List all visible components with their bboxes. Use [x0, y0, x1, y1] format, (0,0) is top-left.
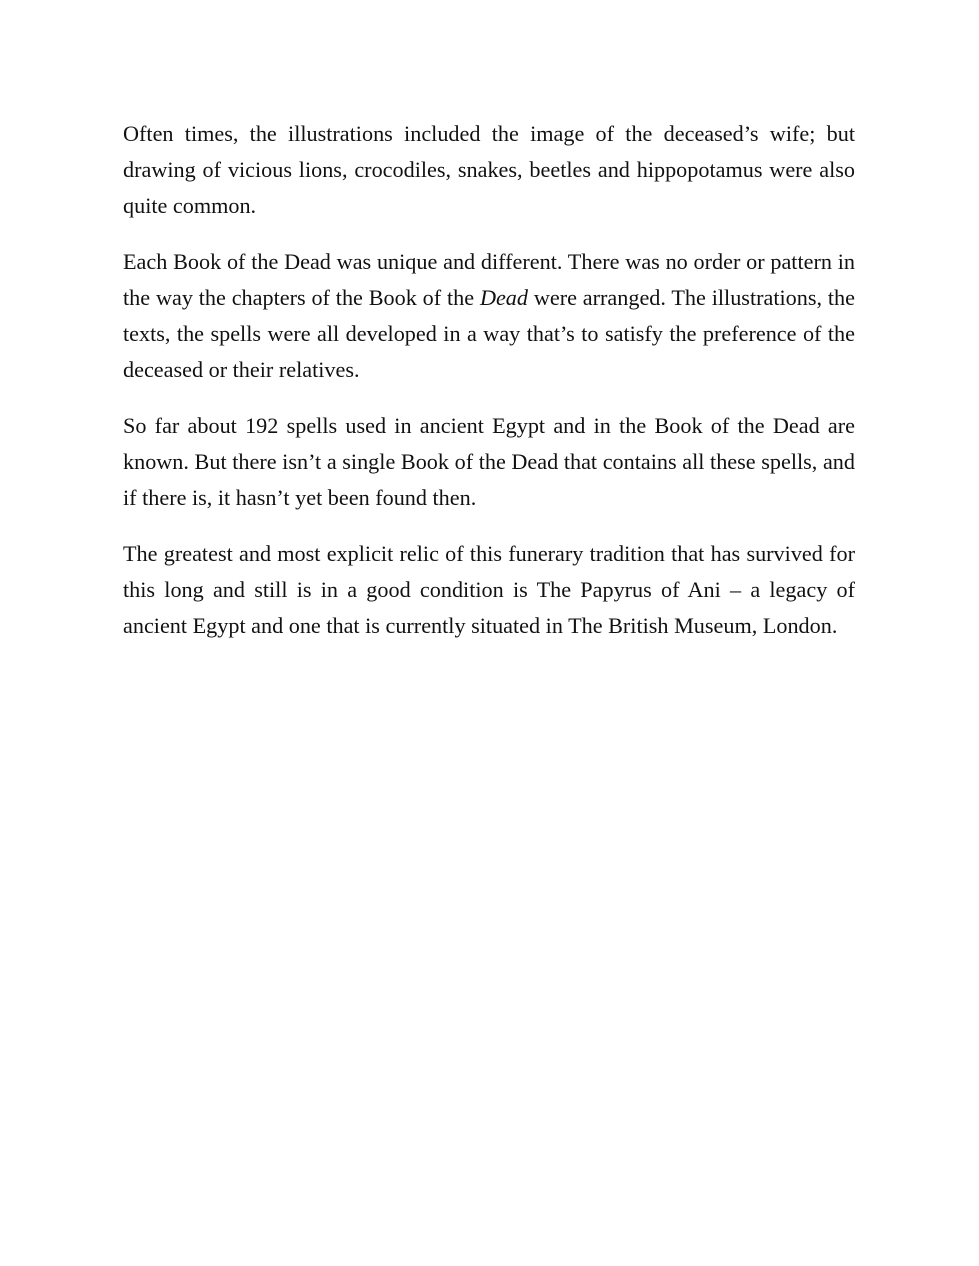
- document-body: [123, 116, 855, 664]
- paragraph-papyrus-of-ani: The greatest and most explicit relic of this funerary tradition that has survived for this long and still is in a good condition is The Papyrus of Ani – a legacy of ancient Egypt and one that is currently situated in The British Museum, London.: [123, 541, 855, 638]
- paragraph-text-segment: Each Book of the Dead was unique and different. There was no order or pattern in the way the chapters of the Book of the: [123, 249, 855, 310]
- paragraph-illustrations: Often times, the illustrations included the image of the deceased’s wife; but drawing of vicious lions, crocodiles, snakes, beetles and hippopotamus were also quite common.: [123, 121, 855, 218]
- paragraph-uniqueness: [123, 244, 855, 388]
- paragraph-spells: So far about 192 spells used in ancient Egypt and in the Book of the Dead are known. But there isn’t a single Book of the Dead that contains all these spells, and if there is, it hasn’t yet been found then.: [123, 413, 855, 510]
- italic-word: Dead: [479, 285, 528, 310]
- paragraph-text-segment: were arranged. The illustrations, the texts, the spells were all developed in a way that’s to satisfy the preference of the deceased or their relatives.: [123, 285, 855, 382]
